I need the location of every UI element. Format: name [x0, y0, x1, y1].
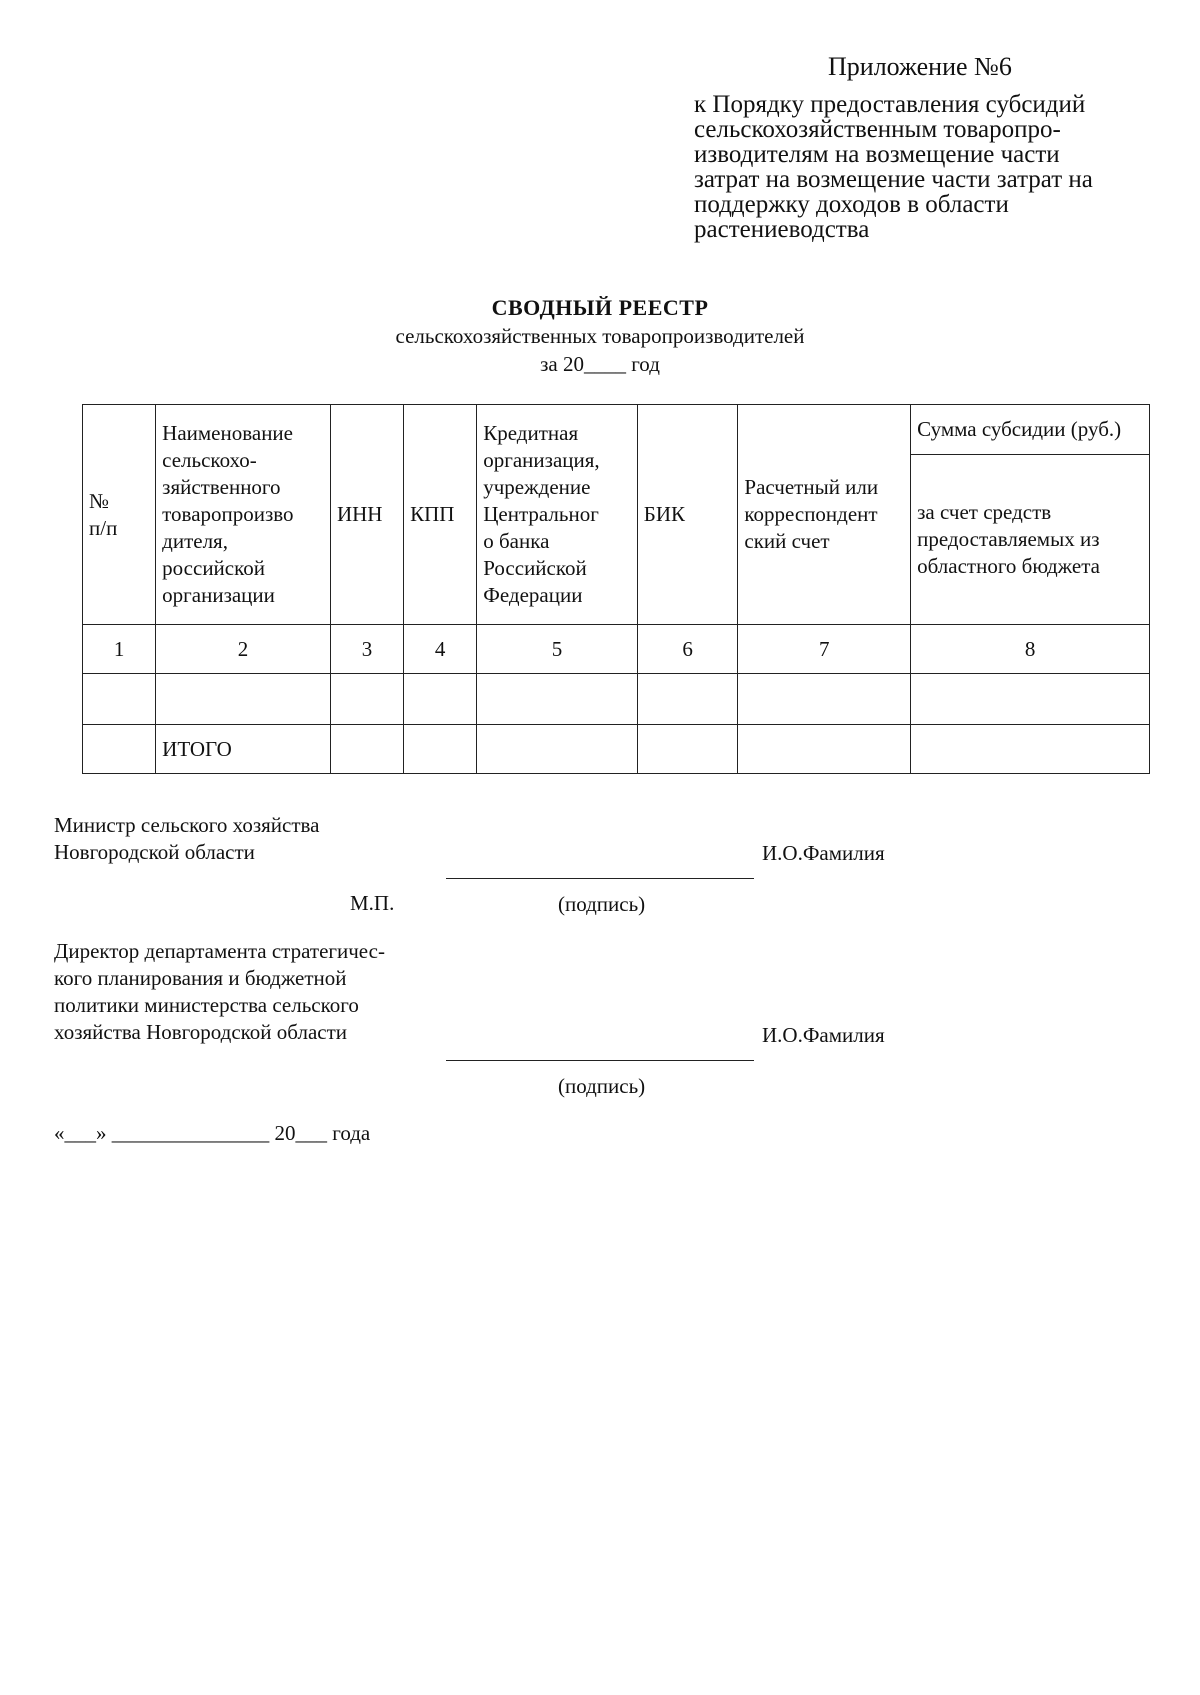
table-cell — [156, 674, 331, 725]
director-title-line: Директор департамента стратегичес- — [54, 939, 385, 963]
header-num-line: п/п — [89, 515, 118, 540]
header-name-line: организации — [162, 583, 275, 607]
date-line: «___» _______________ 20___ года — [54, 1121, 371, 1145]
appendix-line: затрат на возмещение части затрат на — [694, 166, 1093, 193]
director-signature-caption: (подпись) — [558, 1074, 646, 1098]
header-account-line: Расчетный или — [744, 475, 879, 499]
table-cell — [83, 725, 156, 774]
column-number: 6 — [637, 625, 738, 674]
appendix-line: растениеводства — [694, 216, 870, 243]
minister-title-line: Новгородской области — [54, 840, 255, 864]
appendix-line: поддержку доходов в области — [694, 191, 1009, 218]
table-cell — [83, 674, 156, 725]
table-cell — [404, 674, 477, 725]
minister-name: И.О.Фамилия — [762, 841, 885, 865]
header-name-line: сельскохо- — [162, 448, 257, 472]
stamp-mark: М.П. — [350, 891, 395, 915]
table-cell — [637, 725, 738, 774]
header-name-line: дителя, — [162, 529, 228, 553]
table-cell — [330, 725, 403, 774]
column-number: 3 — [330, 625, 403, 674]
minister-title — [54, 812, 474, 866]
header-bik: БИК — [637, 405, 738, 625]
director-signature-line — [446, 1060, 754, 1061]
table-cell — [404, 725, 477, 774]
header-kpp: КПП — [404, 405, 477, 625]
registry-table — [82, 404, 1150, 774]
header-name-line: Наименование — [162, 421, 293, 445]
document-title: СВОДНЫЙ РЕЕСТР — [491, 295, 709, 320]
header-subsidy-line: областного бюджета — [917, 554, 1100, 578]
header-bank — [477, 405, 638, 625]
header-subsidy-line: за счет средств — [917, 500, 1052, 524]
minister-signature-caption: (подпись) — [558, 892, 646, 916]
minister-title-line: Министр сельского хозяйства — [54, 813, 320, 837]
column-number: 2 — [156, 625, 331, 674]
appendix-line: изводителям на возмещение части — [694, 141, 1060, 168]
total-label: ИТОГО — [156, 725, 331, 774]
minister-signature-line — [446, 878, 754, 879]
table-cell — [637, 674, 738, 725]
header-bank-line: Кредитная — [483, 421, 579, 445]
header-name-line: товаропроизво — [162, 502, 294, 526]
director-title-line: хозяйства Новгородской области — [54, 1020, 347, 1044]
header-name-line: зяйственного — [162, 475, 281, 499]
table-cell — [330, 674, 403, 725]
appendix-title: Приложение №6 — [828, 52, 1012, 81]
director-title — [54, 938, 484, 1046]
header-bank-line: Российской — [483, 556, 587, 580]
total-row — [83, 725, 1150, 774]
header-bank-line: организация, — [483, 448, 600, 472]
table-cell — [911, 725, 1150, 774]
header-row — [83, 405, 1150, 455]
header-subsidy-group: Сумма субсидии (руб.) — [911, 405, 1150, 455]
column-number: 7 — [738, 625, 911, 674]
director-name: И.О.Фамилия — [762, 1023, 885, 1047]
header-bank-line: учреждение — [483, 475, 591, 499]
appendix-line: сельскохозяйственным товаропро- — [694, 116, 1061, 143]
document-year-line: за 20____ год — [540, 352, 660, 376]
header-bank-line: о банка — [483, 529, 550, 553]
director-title-line: политики министерства сельского — [54, 993, 359, 1017]
header-inn: ИНН — [330, 405, 403, 625]
table-cell — [738, 725, 911, 774]
header-bank-line: Федерации — [483, 583, 583, 607]
column-number: 8 — [911, 625, 1150, 674]
header-account-line: ский счет — [744, 529, 830, 553]
appendix-line: к Порядку предоставления субсидий — [694, 91, 1086, 118]
header-account-line: корреспондент — [744, 502, 878, 526]
table-cell — [477, 725, 638, 774]
document-subtitle: сельскохозяйственных товаропроизводителей — [395, 324, 805, 348]
header-name-line: российской — [162, 556, 265, 580]
header-subsidy-source — [911, 455, 1150, 625]
column-number: 4 — [404, 625, 477, 674]
director-title-line: кого планирования и бюджетной — [54, 966, 347, 990]
header-bank-line: Центральног — [483, 502, 599, 526]
header-num-line: № — [89, 488, 110, 513]
header-name — [156, 405, 331, 625]
column-number: 5 — [477, 625, 638, 674]
header-account — [738, 405, 911, 625]
appendix-reference — [694, 92, 1134, 242]
header-num — [83, 405, 156, 625]
table-cell — [911, 674, 1150, 725]
table-cell — [477, 674, 638, 725]
column-number: 1 — [83, 625, 156, 674]
column-number-row — [83, 625, 1150, 674]
table-cell — [738, 674, 911, 725]
header-subsidy-line: предоставляемых из — [917, 527, 1100, 551]
table-row — [83, 674, 1150, 725]
